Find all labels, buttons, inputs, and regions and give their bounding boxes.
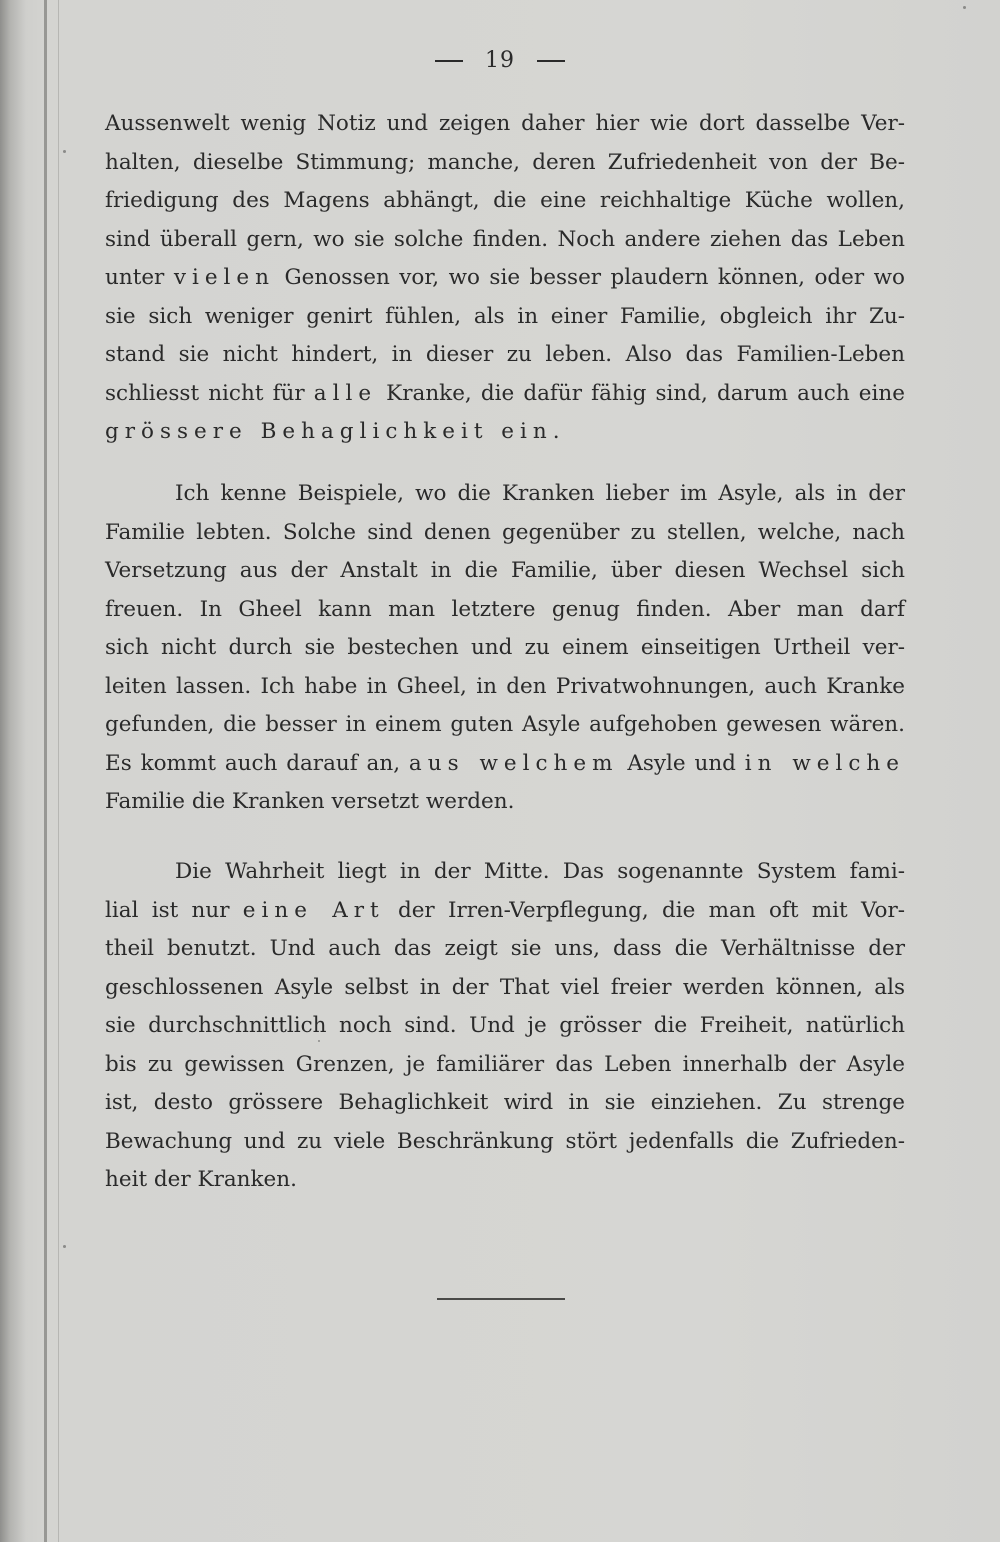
line-text: sind überall gern, wo sie solche finden. Noch andere ziehen das Leben bbox=[105, 226, 905, 252]
binding-gutter-edge bbox=[58, 0, 59, 1542]
text-line bbox=[105, 745, 905, 783]
line-text: ist, desto grössere Behaglichkeit wird in sie einziehen. Zu strenge bbox=[105, 1090, 905, 1115]
text-line bbox=[175, 475, 905, 513]
emphasized-word: vielen bbox=[173, 265, 276, 290]
paper-speck bbox=[63, 1245, 66, 1248]
text-line bbox=[105, 336, 905, 374]
text-line bbox=[105, 783, 905, 821]
line-text: der Irren-Verpflegung, die man oft mit Vor- bbox=[384, 897, 905, 923]
emphasized-word: aus welchem bbox=[408, 750, 619, 776]
binding-gutter-shadow bbox=[44, 0, 47, 1542]
text-line bbox=[105, 105, 905, 143]
text-line bbox=[105, 1007, 905, 1045]
line-text: sie sich weniger genirt fühlen, als in einer Familie, obgleich ihr Zu- bbox=[105, 303, 905, 329]
text-line bbox=[105, 969, 905, 1007]
text-line bbox=[105, 930, 905, 968]
text-line bbox=[105, 182, 905, 220]
text-line bbox=[105, 413, 905, 451]
text-line bbox=[105, 298, 905, 336]
emphasized-word: alle bbox=[313, 380, 378, 406]
line-text: Familie die Kranken versetzt werden. bbox=[105, 789, 515, 814]
text-line bbox=[105, 1161, 905, 1199]
line-text: Asyle und bbox=[618, 750, 745, 776]
text-line bbox=[105, 514, 905, 552]
paper-speck bbox=[963, 6, 966, 9]
line-text: sich nicht durch sie bestechen und zu einem einseitigen Urtheil ver- bbox=[105, 635, 905, 660]
header-dash-right bbox=[537, 60, 565, 62]
text-line bbox=[105, 591, 905, 629]
text-line bbox=[105, 629, 905, 667]
text-line bbox=[175, 853, 905, 891]
line-text: Die Wahrheit liegt in der Mitte. Das sogenannte System fami- bbox=[175, 859, 905, 884]
line-text: Familie lebten. Solche sind denen gegenüber zu stellen, welche, nach bbox=[105, 519, 905, 545]
text-line bbox=[105, 706, 905, 744]
text-line bbox=[105, 668, 905, 706]
text-line bbox=[105, 221, 905, 259]
text-line bbox=[105, 552, 905, 590]
emphasized-word: grössere bbox=[105, 419, 248, 444]
line-text: Aussenwelt wenig Notiz und zeigen daher hier wie dort dasselbe Ver- bbox=[105, 111, 905, 136]
line-text: gefunden, die besser in einem guten Asyle aufgehoben gewesen wären. bbox=[105, 712, 905, 737]
line-text: heit der Kranken. bbox=[105, 1167, 297, 1192]
text-line bbox=[105, 1123, 905, 1161]
emphasized-word: eine Art bbox=[242, 897, 385, 923]
line-text: Versetzung aus der Anstalt in die Familie, über diesen Wechsel sich bbox=[105, 558, 905, 583]
line-text: schliesst nicht für bbox=[105, 380, 314, 406]
line-text: geschlossenen Asyle selbst in der That viel freier werden können, als bbox=[105, 974, 905, 1000]
line-text: leiten lassen. Ich habe in Gheel, in den Privatwohnungen, auch Kranke bbox=[105, 673, 905, 699]
paper-speck bbox=[63, 150, 66, 153]
line-text: Ich kenne Beispiele, wo die Kranken lieber im Asyle, als in der bbox=[175, 481, 905, 506]
line-text: theil benutzt. Und auch das zeigt sie uns, dass die Verhältnisse der bbox=[105, 936, 905, 961]
text-line bbox=[105, 892, 905, 930]
text-line bbox=[105, 1046, 905, 1084]
line-text: Kranke, die dafür fähig sind, darum auch eine bbox=[377, 380, 905, 406]
header-dash-left bbox=[435, 60, 463, 62]
line-text: stand sie nicht hindert, in dieser zu leben. Also das Familien-Leben bbox=[105, 342, 905, 367]
line-text: lial ist nur bbox=[105, 897, 243, 923]
text-line bbox=[105, 144, 905, 182]
line-text: unter bbox=[105, 265, 174, 290]
text-line bbox=[105, 259, 905, 297]
page-header bbox=[0, 48, 1000, 73]
line-text: sie durchschnittlich noch sind. Und je grösser die Freiheit, natürlich bbox=[105, 1013, 905, 1038]
line-text: bis zu gewissen Grenzen, je familiärer das Leben innerhalb der Asyle bbox=[105, 1051, 905, 1077]
line-text: Genossen vor, wo sie besser plaudern können, oder wo bbox=[275, 265, 905, 290]
section-end-rule bbox=[437, 1298, 565, 1300]
line-text: freuen. In Gheel kann man letztere genug finden. Aber man darf bbox=[105, 596, 905, 622]
emphasized-word: in welche bbox=[744, 750, 905, 776]
line-text: halten, dieselbe Stimmung; manche, deren Zufriedenheit von der Be- bbox=[105, 149, 905, 175]
line-text: Es kommt auch darauf an, bbox=[105, 750, 409, 776]
page-number: 19 bbox=[485, 48, 515, 73]
text-line bbox=[105, 1084, 905, 1122]
text-line bbox=[105, 375, 905, 413]
line-text: friedigung des Magens abhängt, die eine reichhaltige Küche wollen, bbox=[105, 188, 905, 213]
line-text: Bewachung und zu viele Beschränkung stört jedenfalls die Zufrieden- bbox=[105, 1128, 905, 1154]
emphasized-word: Behaglichkeit ein. bbox=[247, 419, 566, 444]
